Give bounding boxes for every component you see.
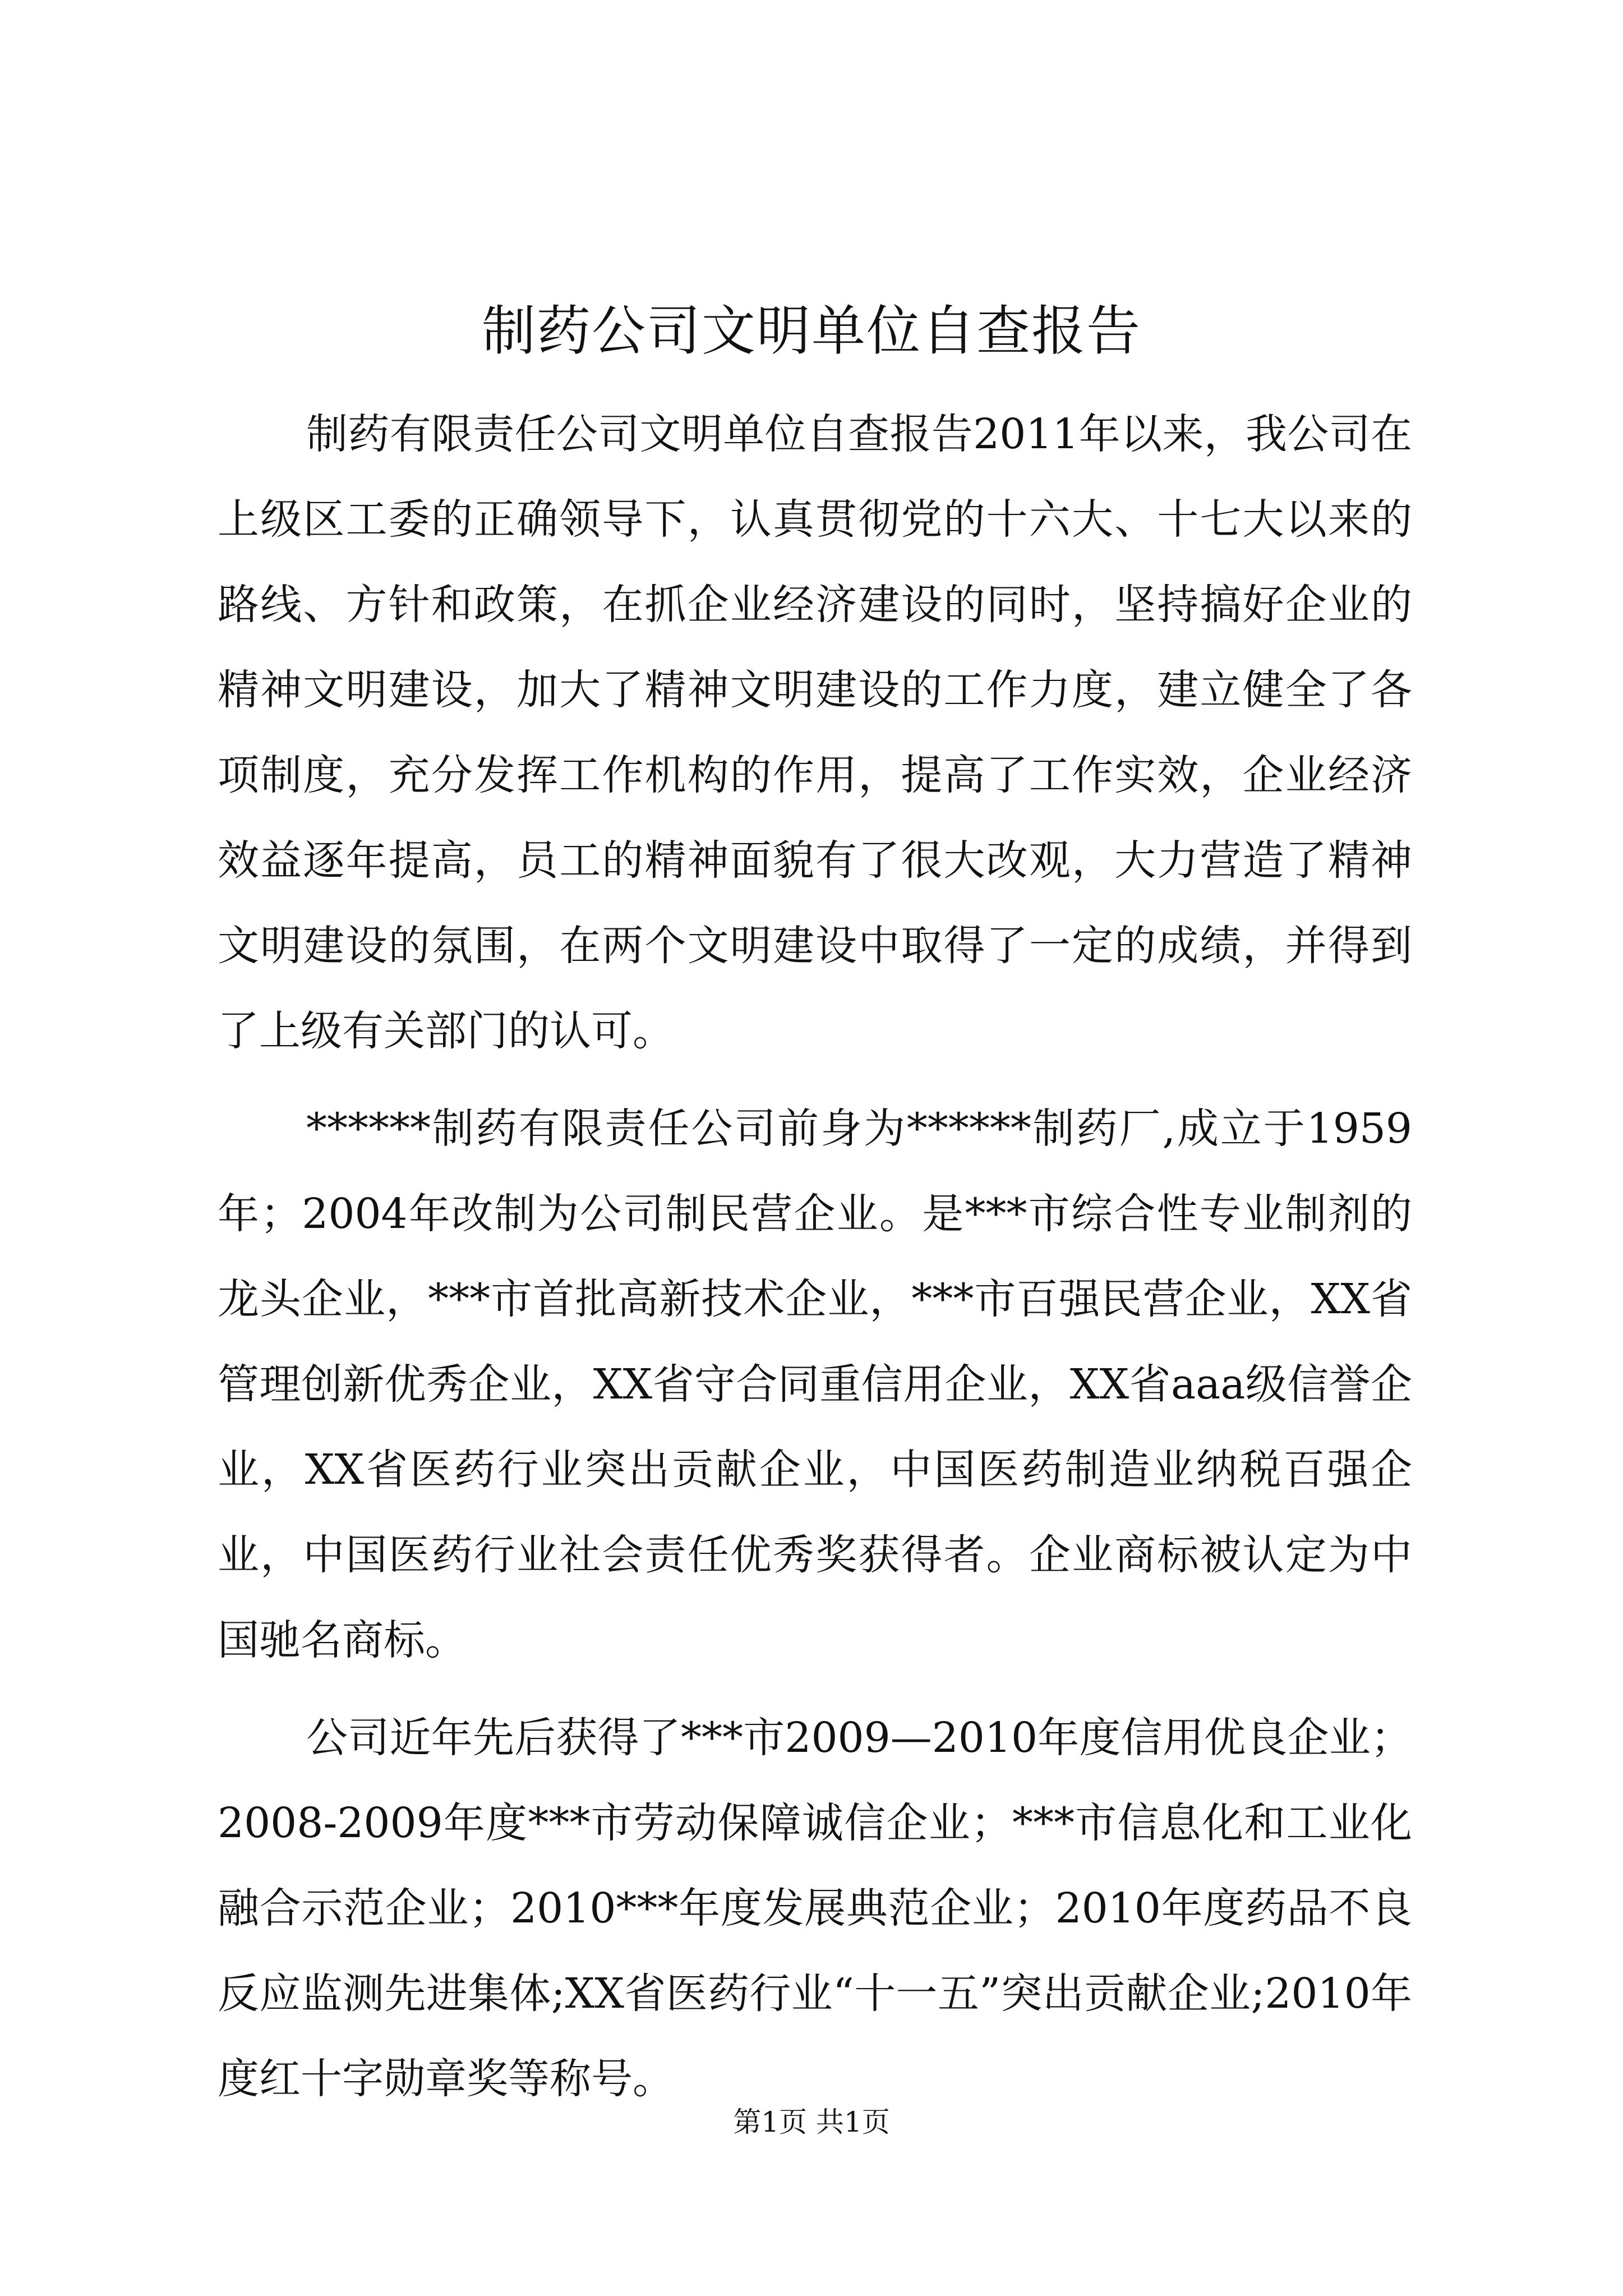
page-footer: 第1页 共1页 xyxy=(733,2106,890,2138)
paragraph-honors: 公司近年先后获得了***市2009—2010年度信用优良企业；2008-2009年度***市劳动保障诚信企业；***市信息化和工业化融合示范企业；2010***年度发展典范企业；2010年度药品不良反应监测先进集体;XX省医药行业“十一五”突出贡献企业;2010年度红十字勋章奖等称号。 xyxy=(218,1714,1412,2103)
document-title: 制药公司文明单位自查报告 xyxy=(482,300,1141,362)
paragraph-company-profile: ******制药有限责任公司前身为******制药厂,成立于1959年；2004年改制为公司制民营企业。是***市综合性专业制剂的龙头企业，***市首批高新技术企业，***市百强民营企业，XX省管理创新优秀企业，XX省守合同重信用企业，XX省aaa级信誉企业，XX省医药行业突出贡献企业，中国医药制造业纳税百强企业，中国医药行业社会责任优秀奖获得者。企业商标被认定为中国驰名商标。 xyxy=(218,1105,1412,1664)
document-body xyxy=(218,392,1412,2134)
paragraph-intro: 制药有限责任公司文明单位自查报告2011年以来，我公司在上级区工委的正确领导下，认真贯彻党的十六大、十七大以来的路线、方针和政策，在抓企业经济建设的同时，坚持搞好企业的精神文明建设，加大了精神文明建设的工作力度，建立健全了各项制度，充分发挥工作机构的作用，提高了工作实效，企业经济效益逐年提高，员工的精神面貌有了很大改观，大力营造了精神文明建设的氛围，在两个文明建设中取得了一定的成绩，并得到了上级有关部门的认可。 xyxy=(218,410,1412,1055)
